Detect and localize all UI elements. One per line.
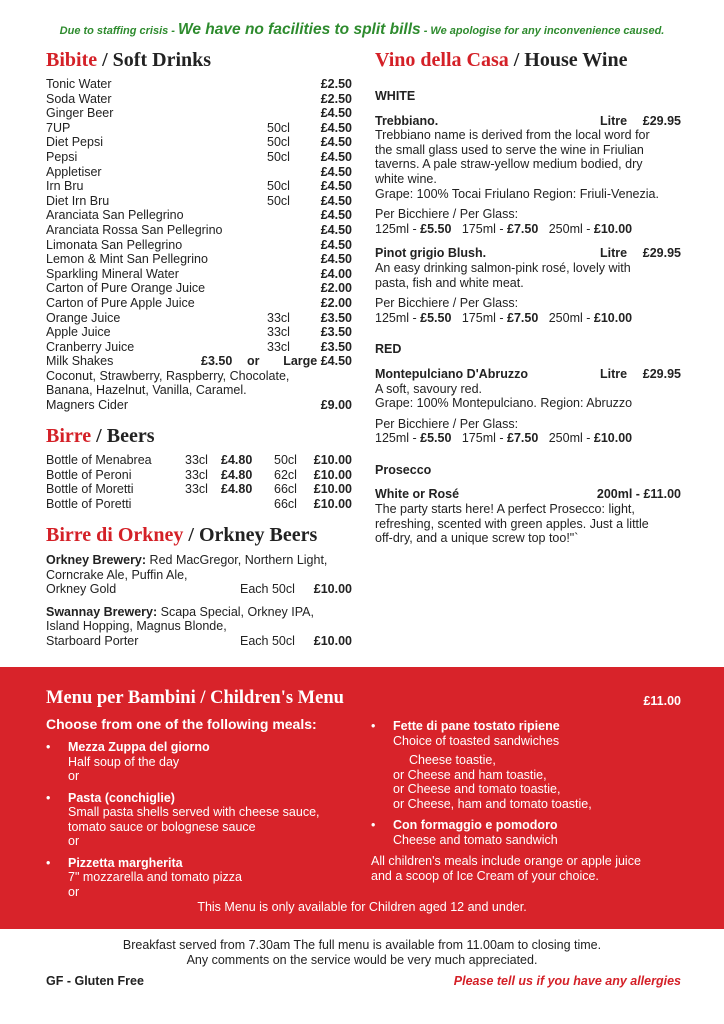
drink-price: £4.50 <box>320 179 352 194</box>
drink-name: 7UP <box>46 120 71 135</box>
drink-name: Tonic Water <box>46 77 112 91</box>
kids-option-desc: Cheese and tomato sandwich <box>393 832 558 847</box>
drink-row <box>46 92 352 107</box>
drink-name: Milk Shakes <box>46 354 114 369</box>
beer-name: Bottle of Moretti <box>46 482 134 497</box>
flavours-text: Coconut, Strawberry, Raspberry, Chocolate, <box>46 368 290 383</box>
drink-row <box>46 150 352 165</box>
drink-row <box>46 194 352 209</box>
beers-title-it: Birre <box>46 425 92 447</box>
trebbiano-desc: white wine. <box>375 171 437 186</box>
toastie-choice: or Cheese, ham and tomato toastie, <box>393 796 592 811</box>
kids-option-desc: Choice of toasted sandwiches <box>393 733 560 748</box>
swannay-brewery-line2 <box>46 619 352 634</box>
drink-name: Aranciata San Pellegrino <box>46 208 184 223</box>
beer-price-large: £10.00 <box>313 467 352 482</box>
beer-row <box>46 468 352 483</box>
swannay-brewery-beers2: Island Hopping, Magnus Blonde, <box>46 619 227 634</box>
prosecco-desc: refreshing, scented with green apples. Just a little <box>375 516 649 531</box>
kids-option-or: or <box>68 884 80 899</box>
house-wine-title-it: Vino della Casa <box>375 49 509 71</box>
flavours-text: Banana, Hazelnut, Vanilla, Caramel. <box>46 383 247 398</box>
notice-right: - We apologise for any inconvenience caused. <box>420 25 665 37</box>
glass-size: 175ml - <box>461 221 508 236</box>
drink-row <box>46 296 352 311</box>
kids-note-line: and a scoop of Ice Cream of your choice. <box>371 868 599 883</box>
kids-option-title: Fette di pane tostato ripiene <box>393 719 560 733</box>
drink-price: £4.50 <box>320 106 352 121</box>
prosecco-price: 200ml - £11.00 <box>596 487 681 502</box>
swannay-brewery-line3 <box>46 634 352 649</box>
footer-hours: Breakfast served from 7.30am The full menu is available from 11.00am to closing time. <box>122 938 602 952</box>
drink-name: Magners Cider <box>46 398 128 413</box>
montepulciano-glass-label: Per Bicchiere / Per Glass: <box>375 416 519 431</box>
montepulciano-price: £29.95 <box>642 366 681 381</box>
kids-option-title: Pasta (conchiglie) <box>68 790 175 805</box>
prosecco-name: White or Rosé <box>375 487 460 502</box>
montepulciano-desc: A soft, savoury red. <box>375 381 482 396</box>
glass-price: £5.50 <box>420 221 452 236</box>
soft-drinks-title-it: Bibite <box>46 49 98 71</box>
kids-right-column <box>371 719 592 847</box>
trebbiano-desc: Trebbiano name is derived from the local word for <box>375 128 650 143</box>
trebbiano-litre: Litre <box>600 113 628 128</box>
swannay-brewery-size: Each 50cl <box>240 633 295 648</box>
drink-row <box>46 340 352 355</box>
drink-name: Orange Juice <box>46 310 121 325</box>
drink-price: £4.50 <box>320 120 352 135</box>
glass-price: £7.50 <box>507 221 539 236</box>
drink-price: £4.50 <box>320 193 352 208</box>
drink-price: £4.50 <box>320 237 352 252</box>
swannay-brewery-name: Swannay Brewery: <box>46 604 158 619</box>
kids-option-title: Mezza Zuppa del giorno <box>68 740 210 754</box>
milkshake-flavours <box>46 369 352 384</box>
pinot-desc: pasta, fish and white meat. <box>375 275 524 290</box>
trebbiano-desc: the small glass used to serve the wine in Friulian <box>375 142 644 157</box>
kids-option-or: or <box>68 769 80 783</box>
beer-size-large: 50cl <box>274 453 297 467</box>
glass-size: 250ml - <box>548 431 594 446</box>
beer-size-small: 33cl <box>185 482 208 497</box>
drink-size: 50cl <box>267 193 290 208</box>
notice-left: Due to staffing crisis - <box>59 25 179 37</box>
pinot-desc: An easy drinking salmon-pink rosé, lovely with <box>375 260 631 275</box>
orkney-brewery-beers3: Orkney Gold <box>46 582 117 597</box>
glass-size: 250ml - <box>548 221 594 236</box>
bullet-icon: • <box>371 719 376 733</box>
drink-row <box>46 325 352 340</box>
orkney-title-en: / Orkney Beers <box>183 524 318 546</box>
bullet-icon: • <box>46 855 51 870</box>
pinot-glass-label: Per Bicchiere / Per Glass: <box>375 296 519 311</box>
drink-row <box>46 77 352 92</box>
drink-price: £2.00 <box>320 295 352 310</box>
toastie-choice: Cheese toastie, <box>409 753 496 767</box>
kids-note-line: All children's meals include orange or apple juice <box>371 854 641 868</box>
trebbiano-glass-prices <box>375 222 681 237</box>
drink-price: £4.00 <box>320 266 352 281</box>
house-wine-title-en: / House Wine <box>508 49 628 71</box>
drink-price: £3.50 <box>320 339 352 354</box>
orkney-brewery-line2 <box>46 568 352 583</box>
drink-name: Sparkling Mineral Water <box>46 266 179 281</box>
glass-size: 250ml - <box>548 310 594 325</box>
drink-row <box>46 281 352 296</box>
drink-size: 50cl <box>267 179 290 194</box>
prosecco-label: Prosecco <box>375 462 432 477</box>
beer-price-large: £10.00 <box>313 496 352 511</box>
swannay-brewery-line1 <box>46 605 352 620</box>
beer-row <box>46 497 352 512</box>
orkney-brewery-line1 <box>46 553 352 568</box>
bullet-icon: • <box>46 790 51 805</box>
drink-name: Diet Pepsi <box>46 135 103 150</box>
cider-row <box>46 398 352 413</box>
kids-option-toastie <box>371 719 592 811</box>
white-wine-label: WHITE <box>375 89 416 103</box>
drink-name: Apple Juice <box>46 325 111 340</box>
beer-size-small: 33cl <box>185 453 208 467</box>
drink-name: Appletiser <box>46 164 102 179</box>
orkney-title-it: Birre di Orkney <box>46 524 184 546</box>
beer-size-large: 66cl <box>274 482 297 497</box>
kids-option-pizza <box>46 855 320 900</box>
drink-price: £2.50 <box>320 91 352 106</box>
kids-age-restriction: This Menu is only available for Children aged 12 and under. <box>197 900 527 914</box>
beer-price-small: £4.80 <box>221 482 253 497</box>
orkney-brewery-size: Each 50cl <box>240 582 295 597</box>
drink-row <box>46 179 352 194</box>
kids-option-or: or <box>68 834 80 848</box>
milkshake-or: or <box>247 354 260 369</box>
glass-size: 125ml - <box>375 221 421 236</box>
orkney-brewery-line3 <box>46 582 352 597</box>
drink-size: 50cl <box>267 135 290 150</box>
kids-option-desc: Small pasta shells served with cheese sauce, <box>68 805 320 819</box>
bullet-icon: • <box>46 740 51 754</box>
swannay-brewery-beers3: Starboard Porter <box>46 633 139 648</box>
bullet-icon: • <box>371 818 376 832</box>
prosecco-header <box>375 487 681 502</box>
drink-name: Irn Bru <box>46 179 84 194</box>
drink-name: Carton of Pure Apple Juice <box>46 295 195 310</box>
drink-price: £4.50 <box>320 252 352 267</box>
drink-name: Soda Water <box>46 91 112 106</box>
kids-option-desc: Half soup of the day <box>68 754 180 769</box>
kids-left-column <box>46 740 320 899</box>
drink-row <box>46 135 352 150</box>
glass-price: £5.50 <box>420 431 452 446</box>
notice-main: We have no facilities to split bills <box>178 21 421 38</box>
beer-price-small: £4.80 <box>221 453 253 467</box>
house-wine-list <box>375 89 681 546</box>
drink-row <box>46 311 352 326</box>
orkney-list <box>46 553 352 649</box>
kids-option-title: Con formaggio e pomodoro <box>393 818 558 832</box>
trebbiano-grape: Grape: 100% Tocai Friulano Region: Friuli-Venezia. <box>375 186 659 201</box>
beer-row <box>46 453 352 468</box>
milkshake-flavours <box>46 383 352 398</box>
glass-price: £10.00 <box>593 221 633 236</box>
drink-price: £4.50 <box>320 135 352 150</box>
drink-price: £2.50 <box>320 77 352 91</box>
pinot-glass-prices <box>375 311 681 326</box>
kids-option-sandwich <box>371 818 592 847</box>
glass-price: £5.50 <box>420 310 452 325</box>
glass-price: £7.50 <box>507 431 539 446</box>
drink-row <box>46 238 352 253</box>
drink-name: Carton of Pure Orange Juice <box>46 281 206 296</box>
house-wine-heading <box>375 49 627 72</box>
drink-price: £3.50 <box>320 325 352 340</box>
childrens-menu-panel <box>0 667 724 929</box>
montepulciano-litre: Litre <box>600 366 628 381</box>
soft-drinks-heading <box>46 49 211 72</box>
beer-size-large: 62cl <box>274 467 297 482</box>
childrens-menu-title: Menu per Bambini / Children's Menu <box>46 688 344 708</box>
pinot-name: Pinot grigio Blush. <box>375 246 487 261</box>
glass-price: £7.50 <box>507 310 539 325</box>
orkney-brewery-beers1: Red MacGregor, Northern Light, <box>146 553 328 567</box>
beer-name: Bottle of Poretti <box>46 496 132 511</box>
glass-size: 175ml - <box>461 310 508 325</box>
drink-size: 33cl <box>267 325 290 340</box>
drink-row <box>46 165 352 180</box>
beer-price-large: £10.00 <box>313 453 352 467</box>
orkney-brewery-name: Orkney Brewery: <box>46 553 147 567</box>
trebbiano-desc: taverns. A pale straw-yellow medium bodied, dry <box>375 157 643 172</box>
drink-name: Ginger Beer <box>46 106 114 121</box>
milkshake-large-price: Large £4.50 <box>283 354 352 369</box>
glass-size: 175ml - <box>461 431 508 446</box>
trebbiano-name: Trebbiano. <box>375 113 439 128</box>
beer-size-large: 66cl <box>274 496 297 511</box>
drink-size: 33cl <box>267 339 290 354</box>
kids-option-title: Pizzetta margherita <box>68 855 183 870</box>
drink-name: Cranberry Juice <box>46 339 135 354</box>
milkshake-small-price: £3.50 <box>201 354 233 369</box>
orkney-heading <box>46 524 317 547</box>
montepulciano-name: Montepulciano D'Abruzzo <box>375 366 528 381</box>
beers-title-en: / Beers <box>91 425 155 447</box>
drink-size: 33cl <box>267 310 290 325</box>
drink-row <box>46 267 352 282</box>
toastie-choice: or Cheese and tomato toastie, <box>393 782 561 796</box>
drink-name: Pepsi <box>46 149 78 164</box>
orkney-brewery-price: £10.00 <box>313 582 352 597</box>
montepulciano-glass-prices <box>375 431 681 446</box>
kids-option-desc: 7" mozzarella and tomato pizza <box>68 870 242 884</box>
drink-price: £4.50 <box>320 208 352 223</box>
kids-option-soup <box>46 740 320 784</box>
beer-price-large: £10.00 <box>313 482 352 497</box>
footer-info <box>0 938 724 968</box>
beers-list <box>46 453 352 511</box>
drink-row <box>46 121 352 136</box>
drink-price: £4.50 <box>320 222 352 237</box>
prosecco-desc: The party starts here! A perfect Prosecco: light, <box>375 502 635 517</box>
pinot-header <box>375 246 681 261</box>
drink-row <box>46 223 352 238</box>
trebbiano-glass-label: Per Bicchiere / Per Glass: <box>375 207 519 222</box>
drink-size: 50cl <box>267 149 290 164</box>
drink-price: £3.50 <box>320 310 352 325</box>
beer-price-small: £4.80 <box>221 467 253 482</box>
soft-drinks-title-en: / Soft Drinks <box>97 49 212 71</box>
beers-heading <box>46 425 154 448</box>
swannay-brewery-price: £10.00 <box>313 633 352 648</box>
footer-comments: Any comments on the service would be very much appreciated. <box>186 953 538 967</box>
pinot-price: £29.95 <box>642 246 681 261</box>
beer-name: Bottle of Menabrea <box>46 453 152 467</box>
montepulciano-header <box>375 367 681 382</box>
kids-option-pasta <box>46 790 320 849</box>
glass-size: 125ml - <box>375 310 421 325</box>
glass-size: 125ml - <box>375 431 421 446</box>
beer-row <box>46 482 352 497</box>
kids-option-desc: tomato sauce or bolognese sauce <box>68 819 256 834</box>
drink-row <box>46 252 352 267</box>
swannay-brewery-beers1: Scapa Special, Orkney IPA, <box>157 604 314 619</box>
drink-price: £2.00 <box>320 281 352 296</box>
orkney-brewery-beers2: Corncrake Ale, Puffin Ale, <box>46 567 188 582</box>
gluten-free-key: GF - Gluten Free <box>46 974 144 988</box>
soft-drinks-list <box>46 77 352 413</box>
drink-price: £9.00 <box>320 398 352 413</box>
drink-price: £4.50 <box>320 149 352 164</box>
trebbiano-header <box>375 114 681 129</box>
allergy-notice: Please tell us if you have any allergies <box>453 974 681 988</box>
glass-price: £10.00 <box>593 431 633 446</box>
toastie-choice: or Cheese and ham toastie, <box>393 767 547 782</box>
milkshake-row <box>46 354 352 369</box>
drink-row <box>46 106 352 121</box>
drink-name: Limonata San Pellegrino <box>46 237 183 252</box>
drink-name: Aranciata Rossa San Pellegrino <box>46 222 223 237</box>
beer-name: Bottle of Peroni <box>46 467 132 482</box>
drink-price: £4.50 <box>320 164 352 179</box>
drink-name: Lemon & Mint San Pellegrino <box>46 252 208 267</box>
red-wine-label: RED <box>375 342 402 357</box>
prosecco-desc: off-dry, and a unique screw top too!"` <box>375 531 579 546</box>
childrens-menu-price: £11.00 <box>643 694 681 708</box>
pinot-litre: Litre <box>600 246 628 261</box>
kids-note <box>371 854 641 883</box>
drink-row <box>46 208 352 223</box>
beer-size-small: 33cl <box>185 467 208 482</box>
trebbiano-price: £29.95 <box>642 113 681 128</box>
split-bills-notice <box>0 21 724 39</box>
montepulciano-grape: Grape: 100% Montepulciano. Region: Abruzzo <box>375 396 633 411</box>
childrens-menu-choose: Choose from one of the following meals: <box>46 716 317 732</box>
drink-name: Diet Irn Bru <box>46 193 110 208</box>
drink-size: 50cl <box>267 120 290 135</box>
glass-price: £10.00 <box>593 310 633 325</box>
